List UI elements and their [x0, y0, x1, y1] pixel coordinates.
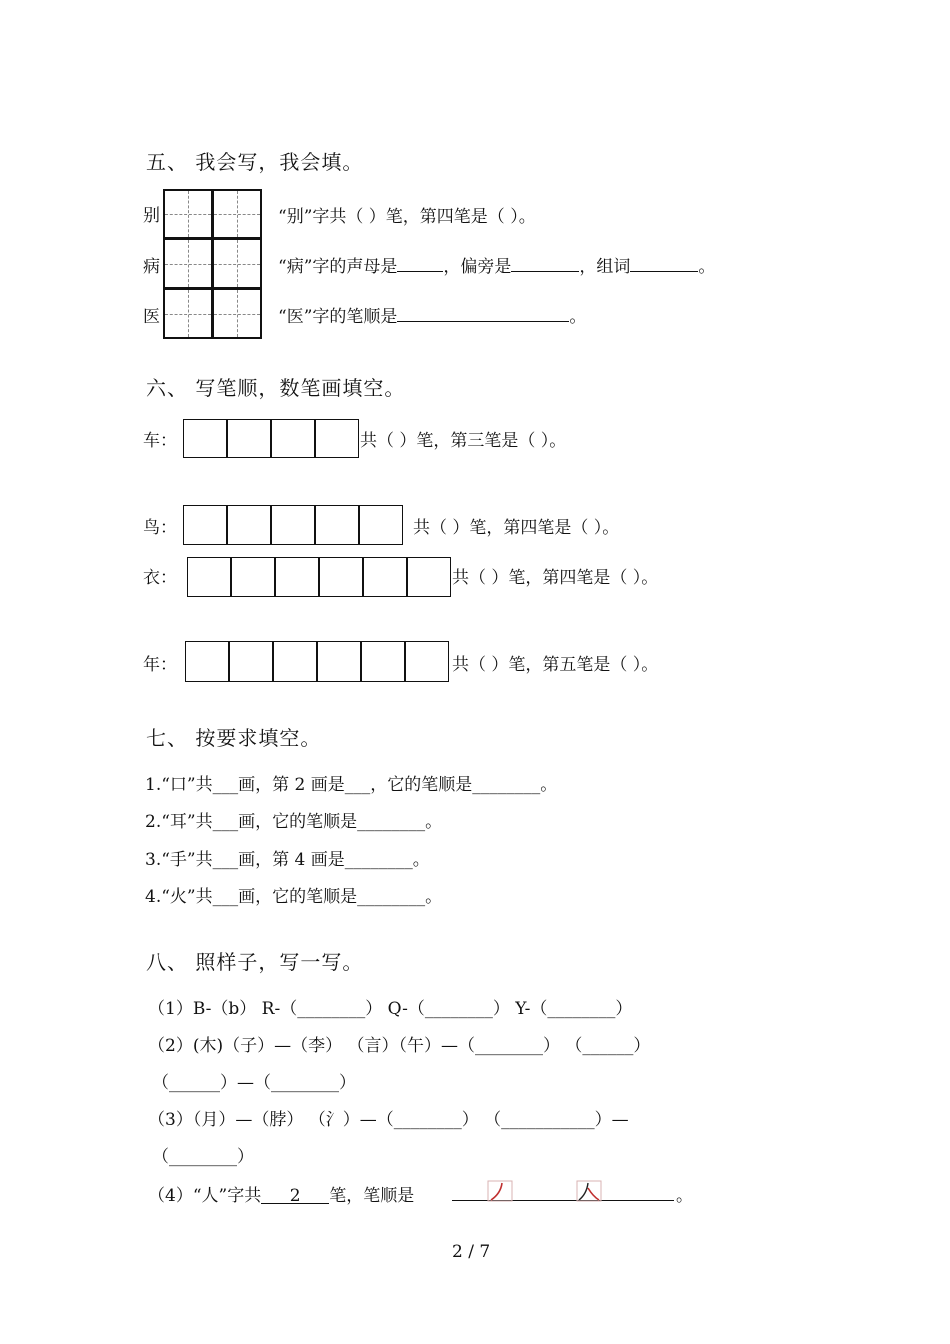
fill-question: 3.“手”共___画，第 4 画是________。 — [145, 850, 430, 870]
stroke-char-label: 车： — [143, 431, 177, 451]
tianzige-box[interactable] — [212, 288, 262, 339]
stroke-box-row — [183, 419, 359, 458]
bing-q-pre: “病”字的声母是 — [278, 257, 398, 277]
stroke-box-row — [183, 505, 403, 545]
example-line: （________） — [152, 1147, 254, 1167]
char-label-yi: 医 — [143, 307, 160, 327]
tianzige-box[interactable] — [163, 288, 213, 339]
fill-question: 1.“口”共___画，第 2 画是___，它的笔顺是________。 — [145, 775, 558, 795]
bing-q-mid2: ，组词 — [579, 257, 631, 277]
stroke-char-label: 年： — [143, 655, 177, 675]
stroke-cell[interactable] — [227, 505, 271, 545]
stroke-question: 共（ ）笔，第三笔是（ ）。 — [360, 431, 567, 451]
stroke-cell[interactable] — [319, 557, 363, 597]
bie-question: “别”字共（ ）笔，第四笔是（ ）。 — [278, 207, 536, 227]
bing-question — [278, 252, 715, 277]
ren-stroke-line — [148, 1181, 414, 1206]
stroke-cell[interactable] — [315, 505, 359, 545]
fill-question: 2.“耳”共___画，它的笔顺是________。 — [145, 812, 443, 832]
stroke-cell[interactable] — [315, 419, 359, 458]
ren-end: 。 — [676, 1186, 693, 1206]
stroke-cell[interactable] — [227, 419, 271, 458]
stroke-cell[interactable] — [183, 419, 227, 458]
fill-question: 4.“火”共___画，它的笔顺是________。 — [145, 887, 443, 907]
stroke-char-label: 衣： — [143, 568, 177, 588]
stroke-box-row — [187, 557, 451, 597]
stroke-cell[interactable] — [363, 557, 407, 597]
stroke-cell[interactable] — [407, 557, 451, 597]
blank-line[interactable] — [397, 304, 569, 322]
stroke-char-label: 鸟： — [143, 518, 177, 538]
section-6-title: 六、 写笔顺，数笔画填空。 — [146, 376, 406, 400]
example-line: （2）(木)（子）—（李） （言）（午）—（________） （______） — [148, 1036, 651, 1056]
tianzige-box[interactable] — [212, 238, 262, 289]
stroke-cell[interactable] — [183, 505, 227, 545]
stroke-cell[interactable] — [271, 419, 315, 458]
tianzige-box[interactable] — [163, 238, 213, 289]
bing-q-end: 。 — [698, 257, 716, 277]
stroke-cell[interactable] — [273, 641, 317, 682]
stroke-pie-icon — [487, 1180, 513, 1202]
stroke-cell[interactable] — [271, 505, 315, 545]
yi-q-pre: “医”字的笔顺是 — [278, 307, 398, 327]
bing-q-mid1: ，偏旁是 — [443, 257, 512, 277]
stroke-cell[interactable] — [229, 641, 273, 682]
example-line: （1）B-（b） R-（________） Q-（________） Y-（________） — [148, 999, 633, 1019]
section-5-title: 五、 我会写，我会填。 — [146, 150, 364, 174]
example-line: （3）（月）—（脖） （氵）—（________） （___________）— — [148, 1110, 629, 1130]
blank-line[interactable] — [511, 254, 579, 272]
stroke-cell[interactable] — [359, 505, 403, 545]
stroke-ren-icon — [576, 1180, 602, 1202]
tianzige-box[interactable] — [212, 189, 262, 239]
section-7-title: 七、 按要求填空。 — [146, 726, 322, 750]
yi-question — [278, 302, 586, 327]
stroke-question: 共（ ）笔，第四笔是（ ）。 — [452, 568, 659, 588]
stroke-question: 共（ ）笔，第四笔是（ ）。 — [413, 518, 620, 538]
char-label-bing: 病 — [143, 257, 160, 277]
stroke-cell[interactable] — [275, 557, 319, 597]
stroke-cell[interactable] — [231, 557, 275, 597]
stroke-cell[interactable] — [187, 557, 231, 597]
tianzige-box[interactable] — [163, 189, 213, 239]
stroke-cell[interactable] — [361, 641, 405, 682]
stroke-question: 共（ ）笔，第五笔是（ ）。 — [452, 655, 659, 675]
yi-q-end: 。 — [569, 307, 587, 327]
stroke-cell[interactable] — [185, 641, 229, 682]
blank-line[interactable] — [630, 254, 698, 272]
ren-pre: （4）“人”字共 — [148, 1186, 262, 1206]
stroke-cell[interactable] — [405, 641, 449, 682]
ren-mid: 笔，笔顺是 — [329, 1186, 415, 1206]
section-8-title: 八、 照样子，写一写。 — [146, 950, 364, 974]
char-label-bie: 别 — [143, 206, 160, 226]
blank-line[interactable] — [397, 254, 443, 272]
example-line: （______）—（________） — [152, 1073, 356, 1093]
stroke-cell[interactable] — [317, 641, 361, 682]
page-number: 2 / 7 — [452, 1242, 491, 1262]
stroke-box-row — [185, 641, 449, 682]
ren-stroke-count: 2 — [261, 1186, 329, 1204]
ren-stroke-order-line — [452, 1200, 674, 1201]
